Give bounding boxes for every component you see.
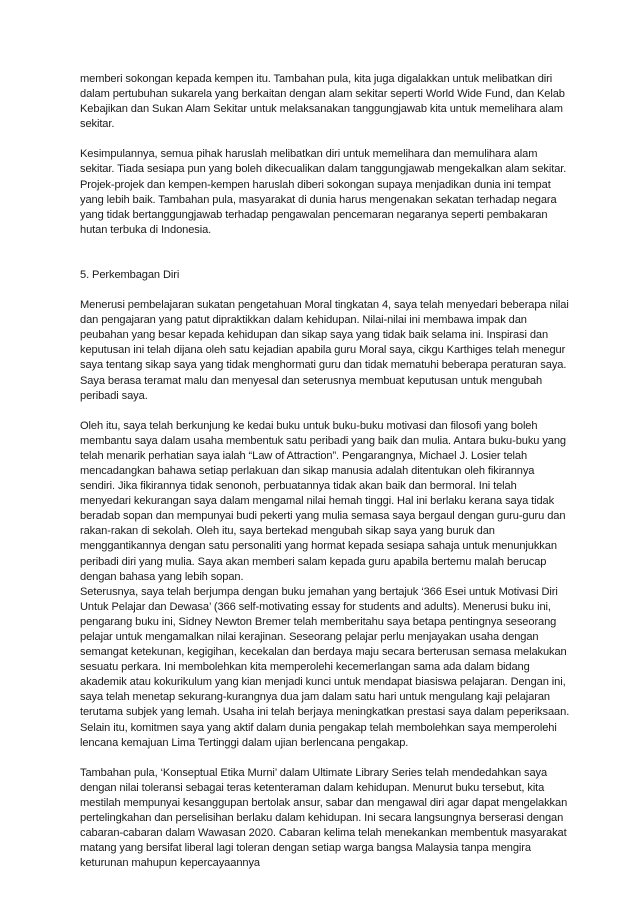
paragraph-moral-education: Menerusi pembelajaran sukatan pengetahuan Moral tingkatan 4, saya telah menyedari beberapa nilai dan pengajaran yang patut dipraktikkan dalam kehidupan. Nilai-nilai ini membawa impak dan peubahan yang besar kepada kehidupan dan sikap saya yang tidak baik selama ini. Inspirasi dan keputusan ini telah dijana oleh satu kejadian apabila guru Moral saya, cikgu Karthiges telah menegur saya tentang sikap saya yang tidak menghormati guru dan tidak mematuhi beberapa peraturan saya. Saya berasa teramat malu dan menyesal dan seterusnya membuat keputusan untuk mengubah peribadi saya. <box>80 299 569 402</box>
paragraph-law-of-attraction: Oleh itu, saya telah berkunjung ke kedai buku untuk buku-buku motivasi dan filosofi yang boleh membantu saya dalam usaha membentuk satu peribadi yang baik dan mulia. Antara buku-buku yang telah menarik perhatian saya ialah “Law of Attraction”. Pengarangnya, Michael J. Losier telah mencadangkan bahawa setiap perlakuan dan sikap manusia adalah ditentukan oleh fikirannya sendiri. Jika fikirannya tidak senonoh, perbuatannya tidak akan baik dan bermoral. Ini telah menyedari kekurangan saya dalam mengamal nilai hemah tinggi. Hal ini berlaku kerana saya tidak beradab sopan dan mempunyai budi pekerti yang mulia semasa saya bergaul dengan guru-guru dan rakan-rakan di sekolah. Oleh itu, saya bertekad mengubah sikap saya yang buruk dan menggantikannya dengan satu personaliti yang hormat kepada sesiapa sahaja untuk menunjukkan peribadi diri yang mulia. Saya akan memberi salam kepada guru apabila bertemu malah berucap dengan bahasa yang lebih sopan. <box>80 419 567 583</box>
document-page <box>80 72 570 871</box>
paragraph-conservation-support: memberi sokongan kepada kempen itu. Tambahan pula, kita juga digalakkan untuk melibatkan diri dalam pertubuhan sukarela yang berkaitan dengan alam sekitar seperti World Wide Fund, dan Kelab Kebajikan dan Sukan Alam Sekitar untuk melaksanakan tanggungjawab kita untuk memelihara alam sekitar. <box>80 73 565 131</box>
section-spacer <box>80 253 570 268</box>
paragraph-tolerance: Tambahan pula, ‘Konseptual Etika Murni’ dalam Ultimate Library Series telah mendedahkan saya dengan nilai toleransi sebagai teras ketenteraman dalam kehidupan. Menurut buku tersebut, kita mestilah mempunyai kesanggupan bertolak ansur, sabar dan mengawal diri agar dapat mengelakkan pertelingkahan dan perselisihan berlaku dalam kehidupan. Ini secara langsungnya berserasi dengan cabaran-cabaran dalam Wawasan 2020. Cabaran kelima telah menekankan membentuk masyarakat matang yang bersifat liberal lagi toleran dengan setiap warga bangsa Malaysia tanpa mengira keturunan mahupun kepercayaannya <box>80 766 568 870</box>
paragraph-conclusion: Kesimpulannya, semua pihak haruslah melibatkan diri untuk memelihara dan memulihara alam sekitar. Tiada sesiapa pun yang boleh dikecualikan dalam tanggungjawab mengekalkan alam sekitar. Projek-projek dan kempen-kempen haruslah diberi sokongan supaya menjadikan dunia ini tempat yang lebih baik. Tambahan pula, masyarakat di dunia harus mengenakan sekatan terhadap negara yang tidak bertanggungjawab terhadap pengawalan pencemaran negaranya seperti pembakaran hutan terbuka di Indonesia. <box>80 148 567 236</box>
section-heading: 5. Perkembagan Diri <box>80 268 180 281</box>
paragraph-diligence: Seterusnya, saya telah berjumpa dengan buku jemahan yang bertajuk ‘366 Esei untuk Motivasi Diri Untuk Pelajar dan Dewasa’ (366 self-motivating essay for students and adults). Menerusi buku ini, pengarang buku ini, Sidney Newton Bremer telah memberitahu saya betapa pentingnya seseorang pelajar untuk mengamalkan nilai kerajinan. Seseorang pelajar perlu menjayakan usaha dengan semangat ketekunan, kegigihan, kecekalan dan berdaya maju secara berterusan semasa melakukan sesuatu perkara. Ini membolehkan kita memperolehi kecemerlangan sama ada dalam bidang akademik atau kokurikulum yang kian menjadi kunci untuk mendapat biasiswa pelajaran. Dengan ini, saya telah menetap sekurang-kurangnya dua jam dalam satu hari untuk mengulang kaji pelajaran terutama subjek yang lemah. Usaha ini telah berjaya meningkatkan prestasi saya dalam peperiksaan. Selain itu, komitmen saya yang aktif dalam dunia pengakap telah membolehkan saya memperolehi lencana kemajuan Lima Tertinggi dalam ujian berlencana pengakap. <box>80 585 570 749</box>
